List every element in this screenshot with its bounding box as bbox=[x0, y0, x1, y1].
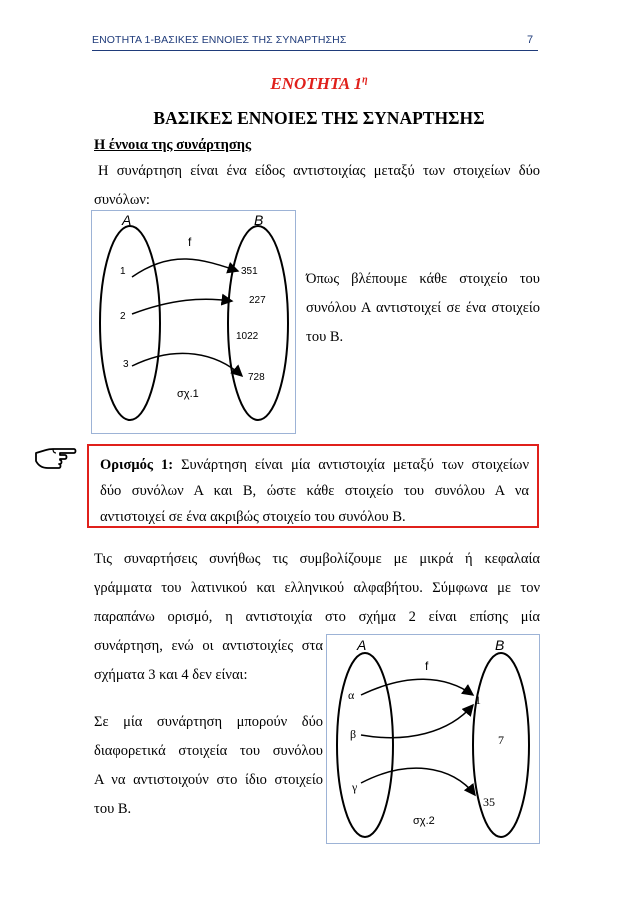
paragraph-3 bbox=[94, 708, 323, 824]
figure-1 bbox=[91, 210, 296, 434]
running-header-title: ΕΝΟΤΗΤΑ 1-ΒΑΣΙΚΕΣ ΕΝΝΟΙΕΣ ΤΗΣ ΣΥΝΑΡΤΗΣΗΣ bbox=[92, 34, 347, 46]
paragraph-2-line-4: συνάρτηση, ενώ οι αντιστοιχίες στα bbox=[94, 638, 323, 654]
figure-1-codomain-4: 728 bbox=[248, 372, 265, 383]
figure-1-function-label: f bbox=[188, 235, 192, 249]
paragraph-3-line-3: Α να αντιστοιχούν στο ίδιο στοιχείο bbox=[94, 772, 323, 788]
set-b-ellipse bbox=[228, 226, 288, 420]
paragraph-3-line-4: του Β. bbox=[94, 801, 132, 817]
figure-2-codomain-35: 35 bbox=[483, 795, 495, 809]
figure-2-set-b-label: B bbox=[495, 637, 505, 653]
figure-2 bbox=[326, 634, 540, 844]
arrow-alpha-1 bbox=[361, 679, 473, 695]
figure-2-domain-alpha: α bbox=[348, 688, 355, 702]
definition-line-1-text: Συνάρτηση είναι μία αντιστοιχία μεταξύ των στοιχείων bbox=[181, 457, 530, 473]
definition-line-2: δύο συνόλων Α και Β, ώστε κάθε στοιχείο του συνόλου Α να bbox=[100, 483, 529, 499]
arrow-3-728 bbox=[132, 353, 242, 376]
intro-paragraph bbox=[94, 157, 540, 215]
arrow-1-351 bbox=[132, 259, 238, 277]
arrow-beta-1 bbox=[361, 705, 473, 738]
figure-2-codomain-7: 7 bbox=[498, 733, 504, 747]
page-number: 7 bbox=[527, 34, 534, 46]
figure-1-description bbox=[306, 265, 540, 352]
arrow-gamma-35 bbox=[361, 768, 475, 795]
paragraph-2-line-5: σχήματα 3 και 4 δεν είναι: bbox=[94, 667, 248, 683]
section-heading: Η έννοια της συνάρτησης bbox=[94, 137, 252, 153]
definition-box bbox=[87, 444, 539, 528]
arrow-2-227 bbox=[132, 299, 232, 314]
figure-1-set-b-label: B bbox=[254, 212, 264, 228]
figure-2-codomain-1: 1 bbox=[475, 693, 481, 707]
figure-1-description-line-1: Όπως βλέπουμε κάθε στοιχείο του bbox=[306, 271, 540, 287]
figure-1-codomain-2: 227 bbox=[249, 295, 266, 306]
figure-2-function-label: f bbox=[425, 659, 429, 673]
figure-1-description-line-3: του Β. bbox=[306, 329, 344, 345]
paragraph-3-line-2: διαφορετικά στοιχεία του συνόλου bbox=[94, 743, 323, 759]
paragraph-2-line-2: γράμματα του λατινικού και ελληνικού αλφαβήτου. Σύμφωνα με τον bbox=[94, 580, 540, 596]
figure-1-caption: σχ.1 bbox=[177, 388, 199, 400]
definition-line-1 bbox=[100, 452, 529, 478]
definition-label: Ορισμός 1: bbox=[100, 457, 174, 473]
intro-line-2: συνόλων: bbox=[94, 192, 150, 208]
figure-1-set-a-label: A bbox=[122, 212, 132, 228]
figure-1-codomain-3: 1022 bbox=[236, 331, 259, 342]
main-title: ΒΑΣΙΚΕΣ ΕΝΝΟΙΕΣ ΤΗΣ ΣΥΝΑΡΤΗΣΗΣ bbox=[153, 108, 485, 128]
figure-2-domain-gamma: γ bbox=[352, 780, 358, 794]
intro-line-1: Η συνάρτηση είναι ένα είδος αντιστοιχίας μεταξύ των στοιχείων δύο bbox=[98, 163, 540, 179]
figure-1-domain-1: 1 bbox=[120, 266, 126, 277]
figure-2-caption: σχ.2 bbox=[413, 815, 435, 827]
paragraph-2-continued bbox=[94, 632, 323, 690]
figure-1-description-line-2: συνόλου Α αντιστοιχεί σε ένα στοιχείο bbox=[306, 300, 540, 316]
figure-1-codomain-1: 351 bbox=[241, 266, 258, 277]
unit-title: ΕΝΟΤΗΤΑ $1^\eta$ bbox=[270, 74, 368, 93]
set-a-ellipse bbox=[100, 226, 160, 420]
figure-2-domain-beta: β bbox=[350, 727, 357, 741]
paragraph-3-line-1: Σε μία συνάρτηση μπορούν δύο bbox=[94, 714, 323, 730]
header-rule bbox=[92, 50, 538, 51]
paragraph-2-line-3: παραπάνω ορισμό, η αντιστοιχία στο σχήμα 2 είναι επίσης μία bbox=[94, 609, 540, 625]
figure-2-set-a-label: A bbox=[357, 637, 367, 653]
paragraph-2 bbox=[94, 545, 540, 632]
figure-1-domain-2: 2 bbox=[120, 311, 126, 322]
definition-text bbox=[100, 452, 529, 530]
set-a-ellipse bbox=[337, 653, 393, 837]
figure-1-domain-3: 3 bbox=[123, 359, 129, 370]
paragraph-2-line-1: Τις συναρτήσεις συνήθως τις συμβολίζουμε με μικρά ή κεφαλαία bbox=[94, 551, 540, 567]
pointing-hand-icon bbox=[34, 443, 78, 469]
definition-line-3: αντιστοιχεί σε ένα ακριβώς στοιχείο του συνόλου Β. bbox=[100, 509, 406, 525]
figure-2-diagram bbox=[327, 635, 539, 843]
